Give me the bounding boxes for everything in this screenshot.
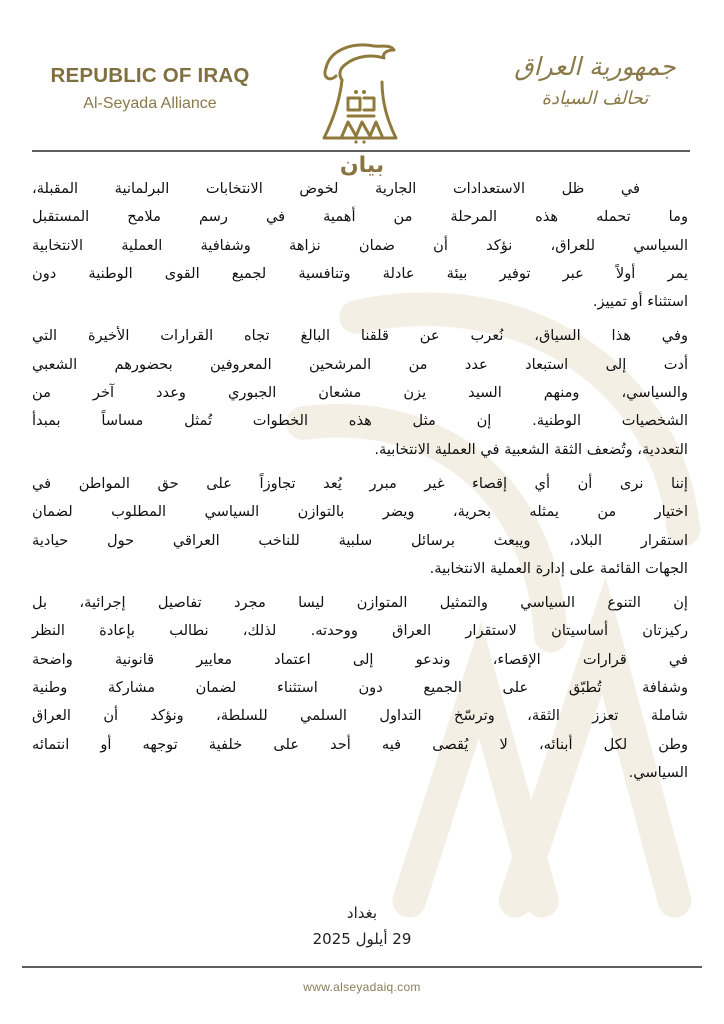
header-divider — [32, 150, 690, 152]
text-line: يمر أولاً عبر توفير بيئة عادلة وتنافسية لجميع القوى الوطنية دون — [32, 264, 688, 282]
english-title: REPUBLIC OF IRAQ — [50, 64, 250, 87]
text-line: اختيار من يمثله بحرية، ويضر بالتوازن السياسي المطلوب لضمان — [32, 503, 688, 521]
text-line: السياسي للعراق، نؤكد أن ضمان نزاهة وشفافية العملية الانتخابية — [32, 236, 688, 254]
text-line: الشخصيات الوطنية. إن مثل هذه الخطوات تُمثل مساساً بمبدأ — [32, 412, 688, 430]
text-line: استقرار البلاد، ويبعث برسائل سلبية للناخب العراقي حول حيادية — [32, 531, 688, 549]
text-line: السياسي. — [628, 763, 688, 781]
arabic-subtitle: تحالف السيادة — [541, 88, 649, 109]
text-line: والسياسي، ومنهم السيد يزن مشعان الجبوري وعدد آخر من — [32, 384, 688, 402]
eagle-emblem-icon — [312, 38, 408, 144]
arabic-title: جمهورية العراق — [514, 52, 676, 81]
text-line: استثناء أو تمييز. — [592, 293, 688, 311]
statement-body — [32, 175, 688, 793]
english-subtitle: Al-Seyada Alliance — [83, 95, 217, 112]
paragraph-3 — [32, 470, 688, 583]
signature-block — [0, 900, 724, 952]
website-link[interactable]: www.alseyadaiq.com — [303, 980, 421, 994]
text-line: وما تحمله هذه المرحلة من أهمية في رسم ملامح المستقبل — [32, 208, 688, 226]
arabic-header — [500, 50, 690, 112]
date: 29 أيلول 2025 — [312, 930, 412, 948]
text-line: ركيزتان أساسيتان لاستقرار العراق ووحدته. لذلك، نطالب بإعادة النظر — [32, 622, 688, 640]
text-line: الجهات القائمة على إدارة العملية الانتخابية. — [429, 559, 688, 577]
text-line: أدت إلى استبعاد عدد من المرشحين المعروفين بحضورهم الشعبي — [32, 355, 688, 373]
text-line: إننا نرى أن أي إقصاء غير مبرر يُعد تجاوزاً على حق المواطن في — [32, 474, 688, 492]
footer-divider — [22, 966, 702, 968]
text-line: وطن لكل أبنائه، لا يُقصى فيه أحد على خلفية توجهه أو انتمائه — [32, 735, 688, 753]
paragraph-4 — [32, 589, 688, 787]
english-header — [30, 64, 270, 114]
text-line: التعددية، وتُضعف الثقة الشعبية في العملية الانتخابية. — [374, 440, 688, 458]
place: بغداد — [346, 904, 378, 922]
paragraph-1 — [32, 175, 688, 316]
text-line: شاملة تعزز الثقة، وترسّخ التداول السلمي للسلطة، ونؤكد أن العراق — [32, 707, 688, 725]
text-line: وفي هذا السياق، نُعرب عن قلقنا البالغ تجاه القرارات الأخيرة التي — [32, 327, 688, 345]
document-title: بيان — [339, 153, 385, 178]
text-line: في ظل الاستعدادات الجارية لخوض الانتخابات البرلمانية المقبلة، — [32, 180, 640, 197]
paragraph-2 — [32, 322, 688, 463]
text-line: إن التنوع السياسي والتمثيل المتوازن ليسا مجرد تفاصيل إجرائية، بل — [32, 594, 688, 612]
text-line: وشفافة تُطبّق على الجميع دون استثناء لضمان مشاركة وطنية — [32, 679, 688, 697]
text-line: في قرارات الإقصاء، وندعو إلى اعتماد معايير قانونية واضحة — [32, 650, 688, 668]
